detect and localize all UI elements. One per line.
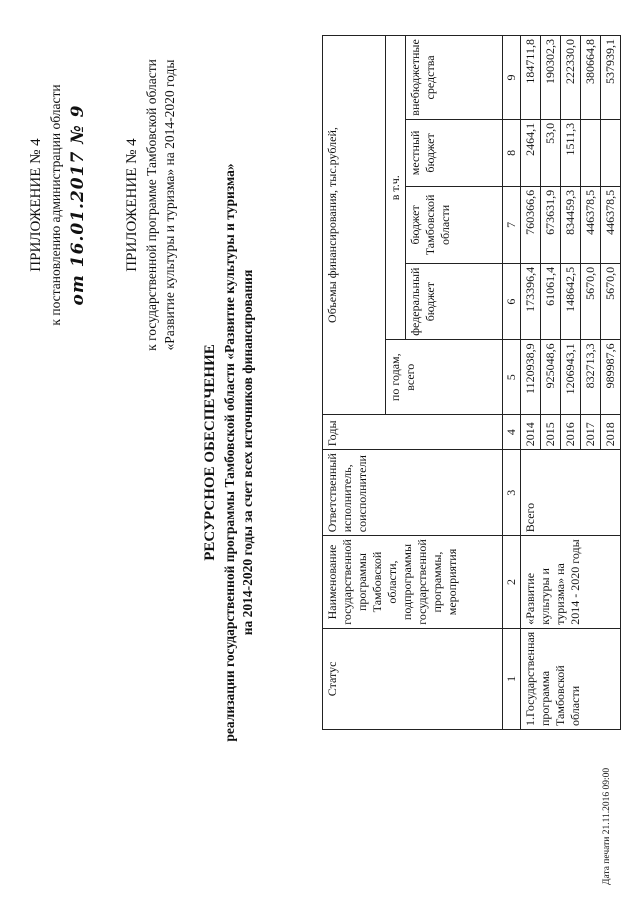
federal-cell: 61061,4 — [541, 263, 561, 340]
federal-cell: 5670,0 — [581, 263, 601, 340]
col-number: 5 — [503, 340, 521, 415]
header-including: в т.ч. — [386, 36, 406, 340]
document-page — [20, 20, 620, 885]
regional-cell: 446378,5 — [601, 186, 621, 263]
extra-cell: 537939,1 — [601, 36, 621, 120]
total-cell: 989987,6 — [601, 340, 621, 415]
document-subheading-2: на 2014-2020 годы за счет всех источников финансирования — [240, 269, 255, 636]
document-subheading-1: реализации государственной программы Тамбовской области «Развитие культуры и туризма» — [222, 163, 237, 742]
total-cell: 832713,3 — [581, 340, 601, 415]
status-cell: 1.Государственная программа Тамбовской области — [521, 628, 621, 729]
total-cell: 1206943,1 — [561, 340, 581, 415]
local-cell — [601, 119, 621, 186]
header-regional: бюджет Тамбовской области — [406, 186, 503, 263]
local-cell: 1511,3 — [561, 119, 581, 186]
handwritten-date-number: от 16.01.2017 № 9 — [68, 104, 88, 306]
col-number: 9 — [503, 36, 521, 120]
extra-cell: 222330,0 — [561, 36, 581, 120]
federal-cell: 148642,5 — [561, 263, 581, 340]
local-cell: 53,0 — [541, 119, 561, 186]
header-name: Наименование государственной программы Тамбовской области, подпрограммы государственной программы, мероприятия — [323, 536, 503, 629]
year-cell: 2018 — [601, 415, 621, 450]
total-cell: 925048,6 — [541, 340, 561, 415]
header-volumes — [323, 36, 386, 415]
program-appendix-line1: к государственной программе Тамбовской области — [144, 59, 159, 351]
year-cell: 2015 — [541, 415, 561, 450]
print-date: Дата печати 21.11.2016 09:00 — [602, 767, 612, 885]
extra-cell: 190302,3 — [541, 36, 561, 120]
local-cell: 2464,1 — [521, 119, 541, 186]
col-number: 1 — [503, 628, 521, 729]
program-appendix-line2: «Развитие культуры и туризма» на 2014-2020 годы — [162, 59, 177, 351]
col-number: 3 — [503, 450, 521, 536]
col-number: 4 — [503, 415, 521, 450]
col-number: 6 — [503, 263, 521, 340]
regional-cell: 673631,9 — [541, 186, 561, 263]
header-by-years: по годам, всего — [386, 340, 503, 415]
col-number: 2 — [503, 536, 521, 629]
header-status: Статус — [323, 628, 503, 729]
regional-cell: 760366,6 — [521, 186, 541, 263]
col-number: 7 — [503, 186, 521, 263]
year-cell: 2014 — [521, 415, 541, 450]
regional-cell: 446378,5 — [581, 186, 601, 263]
executor-cell: Всего — [521, 450, 621, 536]
federal-cell: 5670,0 — [601, 263, 621, 340]
program-name-cell: «Развитие культуры и туризма» на 2014 - 2020 годы — [521, 536, 621, 629]
total-cell: 1120938,9 — [521, 340, 541, 415]
document-heading: РЕСУРСНОЕ ОБЕСПЕЧЕНИЕ — [202, 344, 218, 561]
decree-appendix-line: к постановлению администрации области — [48, 84, 63, 326]
table-row — [521, 36, 541, 730]
column-number-row — [503, 36, 521, 730]
federal-cell: 173396,4 — [521, 263, 541, 340]
decree-appendix-title: ПРИЛОЖЕНИЕ № 4 — [28, 138, 44, 272]
header-volumes-label: Объемы финансирования, тыс.рублей, — [325, 127, 339, 323]
header-local: местный бюджет — [406, 119, 503, 186]
col-number: 8 — [503, 119, 521, 186]
extra-cell: 184711,8 — [521, 36, 541, 120]
year-cell: 2016 — [561, 415, 581, 450]
local-cell — [581, 119, 601, 186]
program-appendix-title: ПРИЛОЖЕНИЕ № 4 — [124, 138, 140, 272]
extra-cell: 380664,8 — [581, 36, 601, 120]
year-cell: 2017 — [581, 415, 601, 450]
header-executor: Ответственный исполнитель, соисполнители — [323, 450, 503, 536]
header-federal: федеральный бюджет — [406, 263, 503, 340]
header-years: Годы — [323, 415, 503, 450]
header-extra: внебюджетные средства — [406, 36, 503, 120]
funding-table — [322, 35, 621, 730]
regional-cell: 834459,3 — [561, 186, 581, 263]
